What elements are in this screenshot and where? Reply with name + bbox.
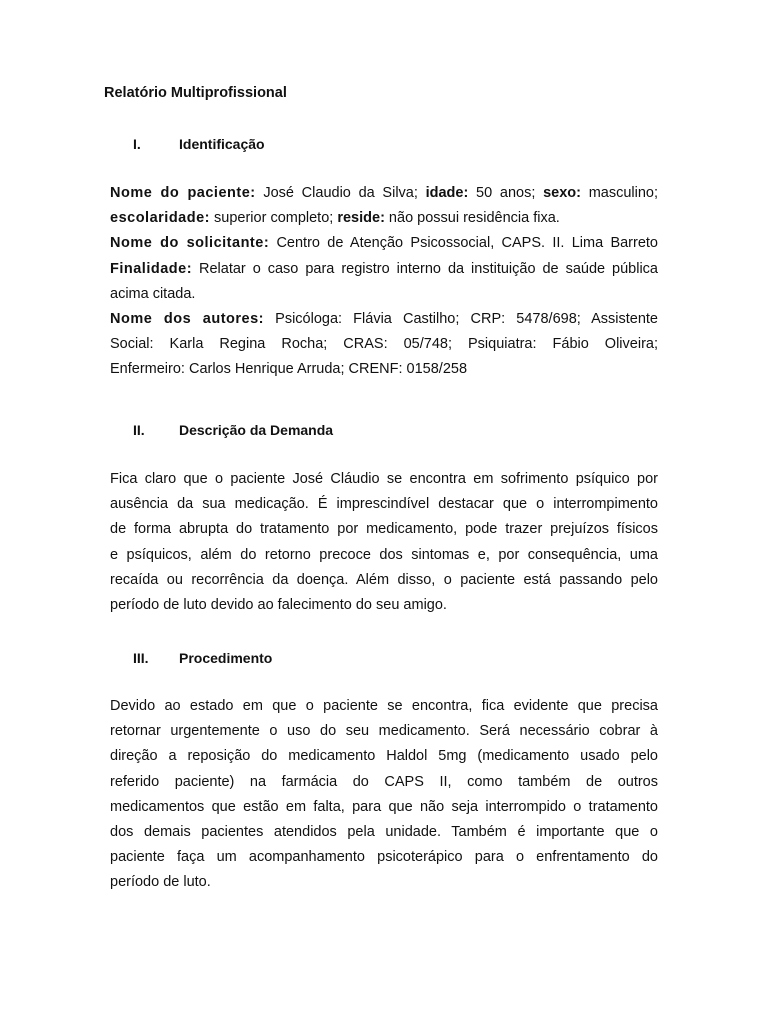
section-demanda-heading <box>133 421 333 439</box>
paragraph-line: Fica claro que o paciente José Cláudio se encontra em sofrimento psíquico por <box>110 471 658 487</box>
field-value: Centro de Atenção Psicossocial, CAPS. II. Lima Barreto <box>269 235 659 252</box>
field-label: escolaridade: <box>110 210 210 227</box>
section-title: Procedimento <box>179 650 273 666</box>
field-value: Psicóloga: Flávia Castilho; CRP: 5478/698; Assistente <box>264 311 658 328</box>
demanda-paragraph <box>110 467 658 618</box>
section-title: Identificação <box>179 136 265 152</box>
identification-line: Social: Karla Regina Rocha; CRAS: 05/748; Psiquiatra: Fábio Oliveira; <box>110 336 658 353</box>
paragraph-line: e psíquicos, além do retorno precoce dos sintomas e, por consequência, uma <box>110 546 658 563</box>
identification-line: Enfermeiro: Carlos Henrique Arruda; CRENF: 0158/258 <box>110 361 468 378</box>
paragraph-line: período de luto. <box>110 874 211 891</box>
field-value: Relatar o caso para registro interno da instituição de saúde pública <box>192 260 658 277</box>
section-number: III. <box>133 650 149 666</box>
paragraph-line: medicamentos que estão em falta, para que não seja interrompido o tratamento <box>110 798 658 815</box>
identification-block <box>110 181 658 383</box>
field-label: Nome dos autores: <box>110 311 265 328</box>
identification-line <box>110 257 658 282</box>
identification-line <box>110 206 658 231</box>
paragraph-line: ausência da sua medicação. É imprescindível destacar que o interrompimento <box>110 496 658 513</box>
section-number: I. <box>133 136 141 152</box>
identification-line: acima citada. <box>110 285 196 302</box>
field-label: sexo: <box>543 185 581 201</box>
identification-line <box>110 307 658 332</box>
paragraph-line: referido paciente) na farmácia do CAPS II, como também de outros <box>110 773 658 790</box>
procedimento-paragraph <box>110 694 658 896</box>
document-title: Relatório Multiprofissional <box>104 85 287 101</box>
paragraph-line: Devido ao estado em que o paciente se encontra, fica evidente que precisa <box>110 698 658 714</box>
field-label: Nome do paciente: <box>110 185 256 201</box>
paragraph-line: de forma abrupta do tratamento por medicamento, pode trazer prejuízos físicos <box>110 521 658 538</box>
field-value: superior completo; <box>210 210 338 227</box>
paragraph-line: dos demais pacientes atendidos pela unidade. Também é importante que o <box>110 824 658 841</box>
field-label: reside: <box>337 210 385 227</box>
paragraph-line: paciente faça um acompanhamento psicoterápico para o enfrentamento do <box>110 849 658 866</box>
section-number: II. <box>133 422 145 438</box>
identification-line <box>110 231 658 256</box>
field-value: não possui residência fixa. <box>384 210 560 227</box>
field-value: José Claudio da Silva; <box>255 185 426 201</box>
identification-line <box>110 181 658 206</box>
field-value: masculino; <box>580 185 658 201</box>
section-procedimento-heading <box>133 649 272 667</box>
field-value: 50 anos; <box>468 185 544 201</box>
paragraph-line: período de luto devido ao falecimento do seu amigo. <box>110 597 447 614</box>
section-identificacao-heading <box>133 135 265 153</box>
section-title: Descrição da Demanda <box>179 422 334 438</box>
field-label: idade: <box>425 185 469 201</box>
field-label: Nome do solicitante: <box>110 235 270 252</box>
paragraph-line: recaída ou recorrência da doença. Além disso, o paciente está passando pelo <box>110 571 658 588</box>
paragraph-line: retornar urgentemente o uso do seu medicamento. Será necessário cobrar à <box>110 723 658 740</box>
field-label: Finalidade: <box>110 260 193 277</box>
paragraph-line: direção a reposição do medicamento Haldol 5mg (medicamento usado pelo <box>110 748 658 765</box>
